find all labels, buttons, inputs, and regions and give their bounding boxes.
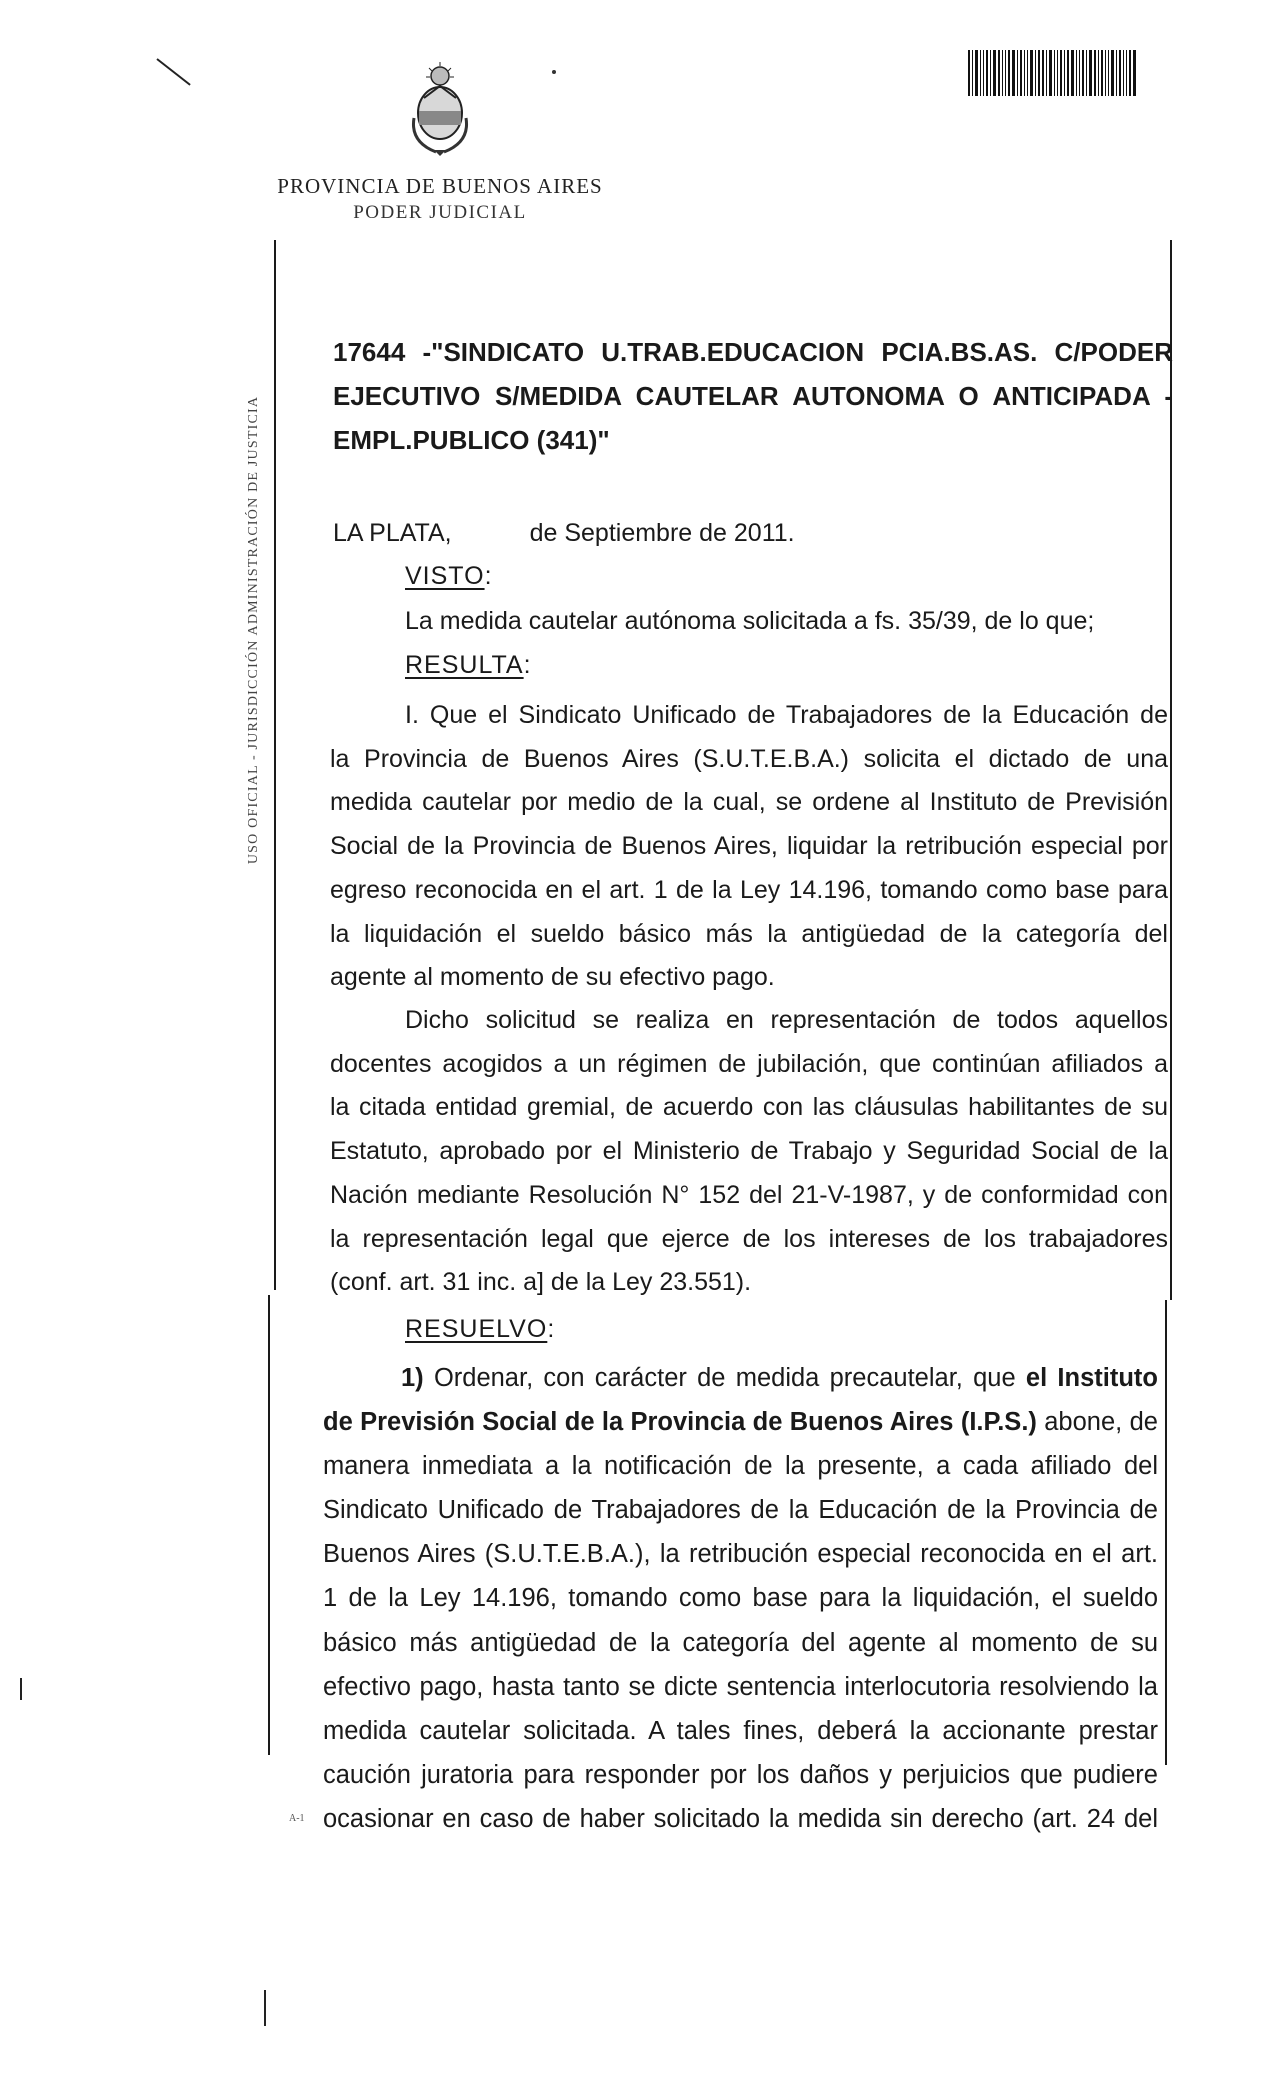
barcode-bar [986, 50, 988, 96]
barcode-bar [1064, 50, 1065, 96]
barcode-bar [1054, 50, 1055, 96]
barcode [968, 50, 1170, 96]
paragraph-line: I. Que el Sindicato Unificado de Trabajadores de la Educación de [405, 701, 1168, 729]
barcode-bar [1089, 50, 1092, 96]
barcode-bar [1008, 50, 1010, 96]
case-caption [333, 330, 1173, 462]
barcode-bar [1119, 50, 1121, 96]
paragraph-line: agente al momento de su efectivo pago. [330, 963, 775, 992]
paragraph-line: Buenos Aires (S.U.T.E.B.A.), la retribución especial reconocida en el art. [323, 1540, 1158, 1569]
paragraph-line: medida cautelar solicitada. A tales fines, deberá la accionante prestar [323, 1716, 1158, 1745]
paragraph-line: efectivo pago, hasta tanto se dicte sentencia interlocutoria resolviendo la [323, 1672, 1158, 1701]
barcode-bar [1067, 50, 1069, 96]
case-caption-line: 17644 -"SINDICATO U.TRAB.EDUCACION PCIA.BS.AS. C/PODER [333, 337, 1173, 367]
barcode-bar [1030, 50, 1033, 96]
dateline [333, 519, 795, 548]
left-margin-line [274, 240, 276, 1290]
case-caption-line: EMPL.PUBLICO (341)" [333, 425, 610, 455]
paragraph-line [323, 1400, 1158, 1444]
paragraph-line: la Provincia de Buenos Aires (S.U.T.E.B.A.) solicita el dictado de una [330, 744, 1168, 773]
visto-colon: : [484, 562, 492, 590]
case-caption-line: EJECUTIVO S/MEDIDA CAUTELAR AUTONOMA O ANTICIPADA - [333, 381, 1173, 411]
barcode-bar [1086, 50, 1087, 96]
barcode-bar [1060, 50, 1062, 96]
barcode-bar [1027, 50, 1028, 96]
barcode-bar [1020, 50, 1022, 96]
paragraph-line: la liquidación el sueldo básico más la antigüedad de la categoría del [330, 919, 1168, 948]
barcode-bar [1057, 50, 1058, 96]
resuelvo-heading: RESUELVO [405, 1315, 548, 1343]
paragraph-line: egreso reconocida en el art. 1 de la Ley 14.196, tomando como base para [330, 875, 1168, 904]
barcode-bar [1046, 50, 1047, 96]
barcode-bar [1076, 50, 1077, 96]
barcode-bar [1123, 50, 1124, 96]
barcode-bar [1111, 50, 1114, 96]
barcode-bar [980, 50, 981, 96]
item-text: abone, de [1044, 1408, 1158, 1437]
paragraph-line: (conf. art. 31 inc. a] de la Ley 23.551). [330, 1268, 752, 1297]
barcode-bar [1042, 50, 1044, 96]
barcode-bar [968, 50, 970, 96]
barcode-bar [1005, 50, 1006, 96]
paragraph-line: la representación legal que ejerce de los intereses de los trabajadores [330, 1224, 1168, 1253]
province-name: PROVINCIA DE BUENOS AIRES [277, 174, 603, 198]
scan-dot [552, 70, 556, 74]
visto-heading-block [405, 562, 492, 591]
barcode-bar [983, 50, 984, 96]
coat-of-arms-seal [402, 58, 478, 158]
paragraph-line: 1 de la Ley 14.196, tomando como base para la liquidación, el sueldo [323, 1584, 1158, 1613]
resulta-colon: : [523, 651, 531, 679]
barcode-bar [1098, 50, 1099, 96]
visto-text: La medida cautelar autónoma solicitada a fs. 35/39, de lo que; [405, 607, 1095, 635]
dateline-date: de Septiembre de 2011. [529, 519, 795, 547]
left-margin-line-lower [268, 1295, 270, 1755]
barcode-bar [1105, 50, 1106, 96]
barcode-bar [1049, 50, 1052, 96]
paragraph-line: Social de la Provincia de Buenos Aires, liquidar la retribución especial por [330, 832, 1168, 861]
visto-heading: VISTO [405, 562, 485, 590]
dateline-place: LA PLATA, [333, 519, 452, 547]
barcode-bar [993, 50, 996, 96]
scan-mark [156, 58, 190, 85]
resulta-heading: RESULTA [405, 651, 524, 679]
item-text: Ordenar, con carácter de medida precautelar, que [433, 1364, 1016, 1392]
resuelvo-item-1 [323, 1356, 1158, 1841]
resuelvo-heading-block [405, 1315, 554, 1344]
paragraph-line: ocasionar en caso de haber solicitado la medida sin derecho (art. 24 del [323, 1804, 1158, 1833]
margin-mark: A-1 [289, 1813, 305, 1824]
judicial-branch-name: PODER JUDICIAL [353, 202, 527, 223]
scan-tick [20, 1678, 22, 1700]
barcode-bar [990, 50, 991, 96]
barcode-bar [1101, 50, 1103, 96]
paragraph-line: Estatuto, aprobado por el Ministerio de Trabajo y Seguridad Social de la [330, 1137, 1168, 1166]
item-number: 1) [401, 1364, 424, 1392]
paragraph-line: docentes acogidos a un régimen de jubilación, que continúan afiliados a [330, 1049, 1168, 1078]
resulta-heading-block [405, 651, 531, 680]
barcode-bar [1002, 50, 1003, 96]
barcode-bar [1094, 50, 1096, 96]
paragraph-line: Nación mediante Resolución N° 152 del 21-V-1987, y de conformidad con [330, 1180, 1168, 1209]
barcode-bar [1017, 50, 1018, 96]
barcode-bar [1116, 50, 1117, 96]
paragraph-line [323, 1356, 1158, 1400]
barcode-bar [1108, 50, 1109, 96]
paragraph-line: la citada entidad gremial, de acuerdo con las cláusulas habilitantes de su [330, 1093, 1168, 1122]
item-bold-text: el Instituto [1025, 1364, 1158, 1392]
resuelvo-colon: : [547, 1315, 555, 1343]
barcode-bar [1079, 50, 1080, 96]
paragraph-line: manera inmediata a la notificación de la presente, a cada afiliado del [323, 1452, 1158, 1481]
paragraph-line: Sindicato Unificado de Trabajadores de la Educación de la Provincia de [323, 1496, 1158, 1525]
barcode-bar [975, 50, 978, 96]
barcode-bar [1038, 50, 1040, 96]
barcode-bar [1126, 50, 1127, 96]
barcode-bar [1082, 50, 1084, 96]
barcode-bar [1035, 50, 1036, 96]
official-use-label: USO OFICIAL - JURISDICCIÓN ADMINISTRACIÓN DE JUSTICIA [246, 395, 261, 865]
resulta-paragraph-2 [330, 999, 1168, 1305]
right-margin-line-lower [1165, 1300, 1167, 1765]
resulta-paragraph-1 [330, 694, 1168, 1000]
barcode-bar [998, 50, 1000, 96]
barcode-bar [1133, 50, 1136, 96]
paragraph-line: medida cautelar por medio de la cual, se ordene al Instituto de Previsión [330, 788, 1168, 817]
paragraph-line: caución juratoria para responder por los daños y perjuicios que pudiere [323, 1760, 1158, 1789]
scan-tick [264, 1990, 266, 2026]
barcode-bar [1012, 50, 1015, 96]
paragraph-line: Dicho solicitud se realiza en representación de todos aquellos [405, 1006, 1168, 1034]
item-bold-text: de Previsión Social de la Provincia de Buenos Aires (I.P.S.) [323, 1408, 1037, 1437]
barcode-bar [1129, 50, 1131, 96]
barcode-bar [1071, 50, 1074, 96]
barcode-bar [972, 50, 973, 96]
barcode-bar [1024, 50, 1025, 96]
paragraph-line: básico más antigüedad de la categoría del agente al momento de su [323, 1628, 1158, 1657]
